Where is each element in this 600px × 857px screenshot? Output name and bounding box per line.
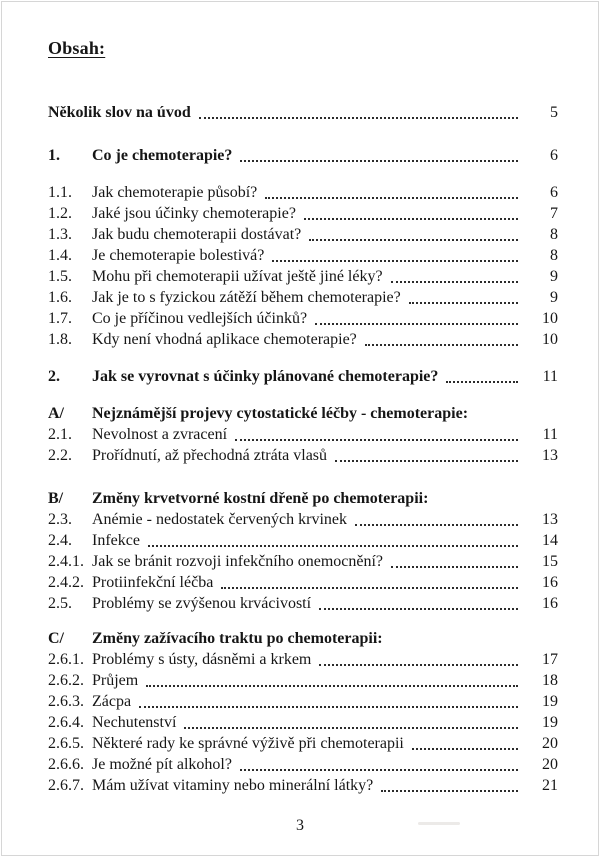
row-title: Kdy není vhodná aplikace chemoterapie? bbox=[92, 331, 357, 348]
row-title: Problémy s ústy, dásněmi a krkem bbox=[92, 651, 312, 668]
toc-row bbox=[48, 670, 558, 691]
row-title: Anémie - nedostatek červených krvinek bbox=[92, 511, 348, 528]
toc-title: Obsah: bbox=[48, 38, 106, 58]
row-number: 1.7. bbox=[48, 310, 72, 327]
row-number: 2.6.5. bbox=[48, 735, 84, 752]
row-page: 8 bbox=[550, 226, 558, 243]
toc-group bbox=[48, 366, 558, 387]
row-title: Nejznámější projevy cytostatické léčby - chemoterapie: bbox=[92, 405, 469, 422]
dot-leader bbox=[315, 308, 518, 325]
row-page: 21 bbox=[542, 777, 558, 794]
toc-group bbox=[48, 628, 558, 796]
row-page: 19 bbox=[542, 714, 558, 731]
dot-leader bbox=[365, 329, 518, 346]
row-title: Jak chemoterapie působí? bbox=[92, 184, 258, 201]
row-title: Prořídnutí, až přechodná ztráta vlasů bbox=[92, 447, 328, 464]
toc-row bbox=[48, 329, 558, 350]
toc-list bbox=[48, 102, 558, 796]
toc-row bbox=[48, 775, 558, 796]
toc-row bbox=[48, 572, 558, 593]
row-page: 16 bbox=[542, 574, 558, 591]
row-number: A/ bbox=[48, 405, 64, 422]
page-number-footer: 3 bbox=[296, 817, 304, 834]
toc-row bbox=[48, 551, 558, 572]
row-number: 2.6.2. bbox=[48, 672, 84, 689]
toc-row bbox=[48, 245, 558, 266]
row-page: 17 bbox=[542, 651, 558, 668]
row-page: 19 bbox=[542, 693, 558, 710]
row-title: Jak budu chemoterapii dostávat? bbox=[92, 226, 302, 243]
row-number: 1. bbox=[48, 147, 60, 164]
toc-group bbox=[48, 488, 558, 614]
toc-row bbox=[48, 287, 558, 308]
row-number: 2.4.1. bbox=[48, 553, 84, 570]
toc-row bbox=[48, 102, 558, 123]
toc-group bbox=[48, 145, 558, 166]
row-number: B/ bbox=[48, 490, 64, 507]
row-title: Problémy se zvýšenou krvácivostí bbox=[92, 595, 312, 612]
toc-row bbox=[48, 712, 558, 733]
toc-row bbox=[48, 488, 558, 509]
toc-row bbox=[48, 649, 558, 670]
row-title: Co je chemoterapie? bbox=[92, 147, 233, 164]
dot-leader bbox=[148, 530, 518, 547]
toc-row bbox=[48, 203, 558, 224]
row-page: 8 bbox=[550, 247, 558, 264]
row-page: 13 bbox=[542, 447, 558, 464]
toc-row bbox=[48, 308, 558, 329]
row-title: Jak je to s fyzickou zátěží během chemoterapie? bbox=[92, 289, 401, 306]
dot-leader bbox=[319, 593, 518, 610]
row-title: Protiinfekční léčba bbox=[92, 574, 214, 591]
row-page: 20 bbox=[542, 756, 558, 773]
row-title: Nevolnost a zvracení bbox=[92, 426, 228, 443]
toc-row bbox=[48, 424, 558, 445]
row-number: 1.2. bbox=[48, 205, 72, 222]
row-number: 2.6.3. bbox=[48, 693, 84, 710]
row-number: 1.4. bbox=[48, 247, 72, 264]
row-number: 1.1. bbox=[48, 184, 72, 201]
row-title: Změny krvetvorné kostní dřeně po chemoterapii: bbox=[92, 490, 429, 507]
dot-leader bbox=[199, 102, 518, 119]
row-number: 2. bbox=[48, 368, 60, 385]
row-title: Změny zažívacího traktu po chemoterapii: bbox=[92, 630, 383, 647]
row-title: Průjem bbox=[92, 672, 139, 689]
row-title: Mohu při chemoterapii užívat ještě jiné léky? bbox=[92, 268, 383, 285]
toc-row bbox=[48, 403, 558, 424]
row-page: 16 bbox=[542, 595, 558, 612]
row-title: Několik slov na úvod bbox=[48, 104, 191, 121]
row-page: 11 bbox=[542, 368, 558, 385]
dot-leader bbox=[309, 224, 518, 241]
row-number: 2.2. bbox=[48, 447, 72, 464]
row-page: 11 bbox=[542, 426, 558, 443]
dot-leader bbox=[265, 182, 518, 199]
row-number: 2.6.1. bbox=[48, 651, 84, 668]
row-page: 15 bbox=[542, 553, 558, 570]
dot-leader bbox=[235, 424, 518, 441]
row-number: 1.6. bbox=[48, 289, 72, 306]
row-number: 2.6.4. bbox=[48, 714, 84, 731]
dot-leader bbox=[240, 145, 518, 162]
dot-leader bbox=[412, 733, 518, 750]
row-page: 10 bbox=[542, 310, 558, 327]
toc-row bbox=[48, 733, 558, 754]
row-number: 2.5. bbox=[48, 595, 72, 612]
row-page: 18 bbox=[542, 672, 558, 689]
dot-leader bbox=[221, 572, 518, 589]
toc-row bbox=[48, 445, 558, 466]
toc-row bbox=[48, 754, 558, 775]
row-number: 2.1. bbox=[48, 426, 72, 443]
row-page: 7 bbox=[550, 205, 558, 222]
dot-leader bbox=[391, 551, 518, 568]
row-title: Zácpa bbox=[92, 693, 132, 710]
row-title: Jak se vyrovnat s účinky plánované chemoterapie? bbox=[92, 368, 439, 385]
row-page: 20 bbox=[542, 735, 558, 752]
toc-group bbox=[48, 182, 558, 350]
row-number: 2.3. bbox=[48, 511, 72, 528]
row-number: 1.3. bbox=[48, 226, 72, 243]
row-title: Infekce bbox=[92, 532, 140, 549]
row-number: C/ bbox=[48, 630, 64, 647]
row-number: 2.4.2. bbox=[48, 574, 84, 591]
row-number: 1.8. bbox=[48, 331, 72, 348]
toc-group bbox=[48, 102, 558, 123]
row-title: Jak se bránit rozvoji infekčního onemocnění? bbox=[92, 553, 384, 570]
dot-leader bbox=[139, 691, 518, 708]
row-number: 1.5. bbox=[48, 268, 72, 285]
row-page: 13 bbox=[542, 511, 558, 528]
row-title: Co je příčinou vedlejších účinků? bbox=[92, 310, 308, 327]
dot-leader bbox=[409, 287, 518, 304]
row-page: 6 bbox=[550, 184, 558, 201]
dot-leader bbox=[391, 266, 518, 283]
toc-group bbox=[48, 403, 558, 466]
dot-leader bbox=[319, 649, 518, 666]
row-page: 9 bbox=[550, 289, 558, 306]
toc-row bbox=[48, 224, 558, 245]
toc-row bbox=[48, 628, 558, 649]
dot-leader bbox=[446, 366, 518, 383]
row-page: 9 bbox=[550, 268, 558, 285]
row-number: 2.6.6. bbox=[48, 756, 84, 773]
row-page: 10 bbox=[542, 331, 558, 348]
row-number: 2.6.7. bbox=[48, 777, 84, 794]
dot-leader bbox=[240, 754, 518, 771]
row-number: 2.4. bbox=[48, 532, 72, 549]
dot-leader bbox=[381, 775, 518, 792]
row-page: 6 bbox=[550, 147, 558, 164]
dot-leader bbox=[304, 203, 518, 220]
row-title: Mám užívat vitaminy nebo minerální látky? bbox=[92, 777, 374, 794]
row-page: 14 bbox=[542, 532, 558, 549]
toc-row bbox=[48, 266, 558, 287]
row-title: Některé rady ke správné výživě při chemoterapii bbox=[92, 735, 404, 752]
dot-leader bbox=[272, 245, 518, 262]
toc-row bbox=[48, 509, 558, 530]
toc-row bbox=[48, 145, 558, 166]
row-title: Jaké jsou účinky chemoterapie? bbox=[92, 205, 296, 222]
row-title: Je možné pít alkohol? bbox=[92, 756, 232, 773]
dot-leader bbox=[335, 445, 518, 462]
toc-row bbox=[48, 593, 558, 614]
row-title: Nechutenství bbox=[92, 714, 177, 731]
toc-row bbox=[48, 530, 558, 551]
toc-row bbox=[48, 366, 558, 387]
dot-leader bbox=[184, 712, 518, 729]
row-title: Je chemoterapie bolestivá? bbox=[92, 247, 265, 264]
toc-row bbox=[48, 182, 558, 203]
dot-leader bbox=[146, 670, 518, 687]
toc-row bbox=[48, 691, 558, 712]
dot-leader bbox=[355, 509, 518, 526]
row-page: 5 bbox=[550, 104, 558, 121]
